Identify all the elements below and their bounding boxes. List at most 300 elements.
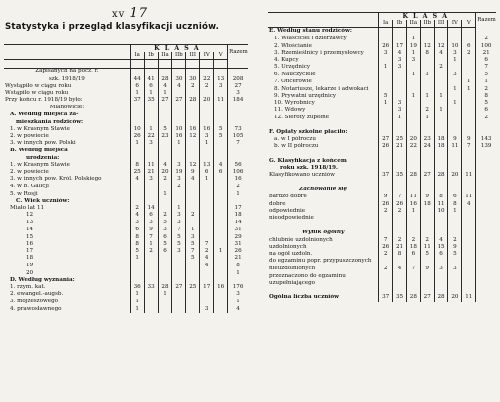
value-cell: 3 (172, 220, 186, 227)
value-cell (462, 57, 476, 64)
value-cell: 7 (186, 248, 200, 255)
label-header-sub (4, 52, 130, 60)
value-cell (420, 215, 434, 222)
value-cell (434, 115, 448, 122)
value-cell (393, 273, 407, 280)
value-cell: 10 (172, 126, 186, 133)
value-cell (200, 105, 214, 112)
label-header-sub (268, 20, 379, 28)
row-label: 4. Kupcy (274, 57, 299, 63)
value-cell (420, 86, 434, 93)
value-cell (434, 165, 448, 172)
class-header: IV (448, 20, 462, 28)
value-cell (144, 184, 158, 191)
value-cell (434, 28, 448, 36)
value-cell: 27 (172, 284, 186, 291)
value-cell (406, 115, 420, 122)
value-cell (420, 28, 434, 36)
table-row (4, 248, 248, 255)
value-cell: 5 (130, 248, 144, 255)
value-cell: 5 (172, 234, 186, 241)
value-cell (144, 155, 158, 162)
value-cell (462, 244, 476, 251)
value-cell: 28 (406, 294, 420, 301)
value-cell (172, 291, 186, 298)
total-cell (476, 280, 496, 287)
row-label: Wynik ogólny (302, 229, 345, 236)
total-cell: 21 (228, 255, 248, 262)
value-cell (420, 280, 434, 287)
value-cell: 3 (448, 50, 462, 57)
total-cell (476, 294, 496, 301)
value-cell: 12 (420, 43, 434, 50)
table-row (268, 251, 496, 258)
value-cell: 3 (434, 266, 448, 273)
table-row (268, 230, 496, 237)
value-cell (462, 222, 476, 229)
value-cell (406, 280, 420, 287)
value-cell: 1 (406, 72, 420, 79)
table-row (268, 187, 496, 194)
total-cell: 7 (228, 140, 248, 147)
table-row (268, 115, 496, 122)
value-cell (186, 184, 200, 191)
razem-header: Razem (476, 13, 496, 28)
total-cell: 14 (228, 220, 248, 227)
table-row (268, 129, 496, 136)
row-label (268, 122, 379, 129)
value-cell (393, 36, 407, 43)
total-cell (228, 277, 248, 284)
table-row (4, 227, 248, 234)
value-cell: 3 (186, 234, 200, 241)
table-row (4, 126, 248, 133)
table-row (268, 136, 496, 143)
value-cell: 1 (130, 90, 144, 97)
value-cell (420, 36, 434, 43)
row-label: 14 (26, 226, 34, 233)
row-label: 10. Wyrobnicy (274, 100, 315, 107)
value-cell (420, 129, 434, 136)
value-cell: 23 (158, 133, 172, 140)
value-cell (434, 79, 448, 86)
value-cell (462, 287, 476, 294)
row-label: roku szk. 1918/19. (280, 164, 339, 171)
value-cell: 2 (379, 251, 393, 258)
value-cell (158, 105, 172, 112)
value-cell (144, 299, 158, 306)
value-cell (462, 64, 476, 71)
total-cell (476, 237, 496, 244)
class-header: Ia (379, 20, 393, 28)
value-cell (144, 270, 158, 277)
value-cell: 6 (158, 248, 172, 255)
value-cell: 26 (379, 143, 393, 150)
total-cell: 105 (228, 133, 248, 140)
value-cell: 3 (130, 220, 144, 227)
value-cell (200, 234, 214, 241)
value-cell (144, 191, 158, 198)
value-cell: 26 (393, 201, 407, 208)
value-cell (379, 258, 393, 265)
value-cell (448, 158, 462, 165)
value-cell (379, 86, 393, 93)
value-cell: 26 (379, 43, 393, 50)
value-cell (158, 148, 172, 155)
total-cell (476, 273, 496, 280)
value-cell: 35 (393, 172, 407, 179)
value-cell: 27 (158, 97, 172, 104)
row-label: 2. w powiecie (10, 133, 49, 140)
value-cell (214, 60, 228, 68)
value-cell (158, 277, 172, 284)
value-cell (434, 72, 448, 79)
value-cell: 3 (406, 57, 420, 64)
value-cell: 11 (434, 201, 448, 208)
class-header: IIb (172, 52, 186, 60)
value-cell (172, 263, 186, 270)
value-cell: 37 (379, 172, 393, 179)
value-cell (406, 165, 420, 172)
row-label: b. w II półroczu (274, 143, 319, 150)
total-cell (476, 129, 496, 136)
value-cell (158, 140, 172, 147)
value-cell (130, 112, 144, 119)
value-cell: 1 (406, 93, 420, 100)
value-cell (420, 230, 434, 237)
value-cell: 4 (130, 212, 144, 219)
value-cell (462, 266, 476, 273)
value-cell: 9 (420, 266, 434, 273)
total-cell (476, 172, 496, 179)
value-cell: 9 (420, 194, 434, 201)
value-cell (448, 93, 462, 100)
table-row (4, 112, 248, 119)
value-cell (200, 191, 214, 198)
value-cell: 12 (434, 43, 448, 50)
value-cell: 12 (186, 133, 200, 140)
page-title: Statystyka i przegląd klasyfikacji uczniów. (5, 22, 220, 32)
value-cell: 1 (462, 86, 476, 93)
value-cell: 2 (406, 237, 420, 244)
right-table-body (268, 28, 496, 302)
value-cell (186, 277, 200, 284)
value-cell (420, 158, 434, 165)
value-cell (186, 119, 200, 126)
value-cell: 6 (130, 83, 144, 90)
value-cell (186, 68, 200, 76)
value-cell: 27 (379, 136, 393, 143)
table-row (4, 97, 248, 104)
table-row (4, 191, 248, 198)
value-cell (186, 306, 200, 313)
value-cell (172, 112, 186, 119)
row-label: 3. w innych pow. Polski (10, 140, 76, 147)
value-cell: 19 (172, 169, 186, 176)
value-cell (214, 291, 228, 298)
value-cell (406, 222, 420, 229)
total-cell (476, 244, 496, 251)
value-cell: 7 (393, 194, 407, 201)
class-header: Ia (130, 52, 144, 60)
table-row (4, 270, 248, 277)
value-cell (462, 115, 476, 122)
value-cell (448, 287, 462, 294)
table-row (268, 122, 496, 129)
row-label: 1. rzym. kat. (10, 284, 46, 290)
total-cell: 2 (228, 184, 248, 191)
value-cell: 16 (172, 133, 186, 140)
value-cell (186, 90, 200, 97)
table-row (4, 148, 248, 155)
value-cell (214, 277, 228, 284)
value-cell (172, 270, 186, 277)
value-cell: 2 (420, 107, 434, 114)
page-number (112, 6, 148, 21)
row-label: dobre (269, 200, 286, 207)
value-cell (448, 222, 462, 229)
value-cell (186, 270, 200, 277)
row-label (268, 151, 379, 158)
value-cell (214, 241, 228, 248)
table-row (4, 176, 248, 183)
value-cell: 2 (172, 184, 186, 191)
value-cell (158, 205, 172, 212)
value-cell: 10 (434, 208, 448, 215)
value-cell (144, 112, 158, 119)
value-cell: 19 (406, 43, 420, 50)
value-cell (144, 255, 158, 262)
row-label (268, 179, 379, 186)
value-cell (186, 140, 200, 147)
total-cell (476, 266, 496, 273)
table-row (4, 220, 248, 227)
value-cell: 41 (144, 76, 158, 83)
table-row (4, 60, 248, 68)
value-cell (420, 151, 434, 158)
value-cell: 1 (214, 248, 228, 255)
value-cell: 1 (420, 115, 434, 122)
value-cell (130, 184, 144, 191)
handwritten-page-mark: 17 (129, 6, 149, 21)
row-label: 12. Sieroty zupełne (274, 114, 330, 121)
value-cell (406, 258, 420, 265)
value-cell: 2 (200, 83, 214, 90)
value-cell: 13 (200, 162, 214, 169)
total-cell (228, 148, 248, 155)
value-cell: 20 (448, 172, 462, 179)
value-cell: 4 (462, 201, 476, 208)
row-label: 9. Prywatni urzędnicy (274, 93, 337, 99)
table-row (4, 255, 248, 262)
value-cell (130, 148, 144, 155)
value-cell (200, 68, 214, 76)
left-table-body (4, 60, 248, 313)
table-row (268, 143, 496, 150)
table-row (4, 76, 248, 83)
value-cell: 22 (200, 76, 214, 83)
value-cell (200, 112, 214, 119)
value-cell (200, 291, 214, 298)
value-cell (200, 277, 214, 284)
value-cell: 5 (186, 255, 200, 262)
value-cell: 4 (393, 50, 407, 57)
value-cell: 16 (186, 126, 200, 133)
value-cell (406, 158, 420, 165)
value-cell: 2 (144, 248, 158, 255)
row-label: mieszkania rodziców: (16, 118, 84, 125)
value-cell: 20 (406, 136, 420, 143)
value-cell: 9 (448, 244, 462, 251)
table-row (4, 90, 248, 97)
value-cell (186, 105, 200, 112)
value-cell: 11 (214, 97, 228, 104)
row-label (4, 60, 130, 68)
value-cell: 5 (186, 241, 200, 248)
value-cell (420, 179, 434, 186)
value-cell (379, 287, 393, 294)
value-cell: 5 (158, 220, 172, 227)
value-cell: 1 (393, 115, 407, 122)
value-cell (200, 90, 214, 97)
value-cell (406, 273, 420, 280)
value-cell: 28 (158, 284, 172, 291)
value-cell (214, 119, 228, 126)
value-cell (393, 230, 407, 237)
value-cell (448, 230, 462, 237)
value-cell (379, 79, 393, 86)
value-cell (406, 179, 420, 186)
value-cell (379, 72, 393, 79)
value-cell (158, 184, 172, 191)
table-row (4, 169, 248, 176)
value-cell (186, 205, 200, 212)
value-cell: 14 (144, 205, 158, 212)
value-cell: 3 (200, 306, 214, 313)
value-cell: 18 (406, 244, 420, 251)
value-cell (448, 28, 462, 36)
total-cell: 29 (228, 234, 248, 241)
table-row (4, 263, 248, 270)
value-cell (158, 119, 172, 126)
value-cell: 2 (420, 237, 434, 244)
value-cell: 1 (130, 255, 144, 262)
value-cell: 17 (393, 43, 407, 50)
total-cell (476, 187, 496, 194)
value-cell: 4 (130, 176, 144, 183)
total-cell (476, 287, 496, 294)
table-row (268, 280, 496, 287)
value-cell (434, 179, 448, 186)
value-cell (462, 179, 476, 186)
value-cell (130, 119, 144, 126)
table-row (268, 36, 496, 43)
total-cell: 208 (228, 76, 248, 83)
table-row (268, 107, 496, 114)
value-cell (406, 215, 420, 222)
value-cell: 1 (406, 50, 420, 57)
value-cell (420, 187, 434, 194)
value-cell: 2 (379, 208, 393, 215)
statistics-table-left (4, 44, 248, 313)
value-cell (379, 107, 393, 114)
value-cell: 7 (406, 266, 420, 273)
value-cell: 4 (434, 50, 448, 57)
value-cell (462, 28, 476, 36)
value-cell (393, 165, 407, 172)
row-label: 2. Włościanie (274, 42, 312, 49)
value-cell: 7 (172, 227, 186, 234)
value-cell (393, 280, 407, 287)
total-cell (228, 105, 248, 112)
row-label: 2. w powiecie (10, 169, 49, 175)
value-cell (172, 155, 186, 162)
value-cell: 3 (144, 176, 158, 183)
table-row (4, 119, 248, 126)
total-cell: 21 (476, 50, 496, 57)
table-row (268, 179, 496, 186)
table-row (268, 165, 496, 172)
value-cell (186, 155, 200, 162)
value-cell (144, 119, 158, 126)
value-cell (158, 263, 172, 270)
total-cell: 5 (476, 100, 496, 107)
row-label: 17 (26, 248, 34, 255)
value-cell: 1 (406, 208, 420, 215)
value-cell: 2 (393, 237, 407, 244)
row-label: Przy końcu r. 1918/19 było: (5, 97, 83, 104)
value-cell: 3 (393, 57, 407, 64)
table-row (268, 287, 496, 294)
row-label: Zachowanie się (299, 186, 348, 193)
value-cell: 28 (434, 172, 448, 179)
value-cell (172, 105, 186, 112)
table-row (268, 79, 496, 86)
value-cell: 1 (448, 57, 462, 64)
row-label: uzdolnionych (269, 244, 307, 250)
total-cell (476, 179, 496, 186)
value-cell (214, 68, 228, 76)
value-cell (379, 151, 393, 158)
table-row (268, 43, 496, 50)
value-cell (393, 79, 407, 86)
value-cell (214, 184, 228, 191)
value-cell (448, 273, 462, 280)
value-cell (379, 122, 393, 129)
total-cell: 2 (476, 36, 496, 43)
value-cell (462, 72, 476, 79)
value-cell: 5 (379, 93, 393, 100)
row-label: bardzo dobre (269, 193, 307, 200)
row-label: Klasyfikowano uczniów (269, 172, 335, 178)
value-cell (420, 165, 434, 172)
row-label: Ogólna liczba uczniów (269, 294, 339, 301)
total-cell (228, 60, 248, 68)
table-row (4, 184, 248, 191)
total-cell: 8 (476, 93, 496, 100)
value-cell (200, 184, 214, 191)
value-cell (130, 263, 144, 270)
value-cell (379, 215, 393, 222)
value-cell: 28 (186, 97, 200, 104)
value-cell: 27 (420, 294, 434, 301)
value-cell (420, 222, 434, 229)
value-cell (158, 306, 172, 313)
value-cell: 1 (144, 90, 158, 97)
value-cell (434, 187, 448, 194)
value-cell (200, 148, 214, 155)
value-cell (130, 191, 144, 198)
